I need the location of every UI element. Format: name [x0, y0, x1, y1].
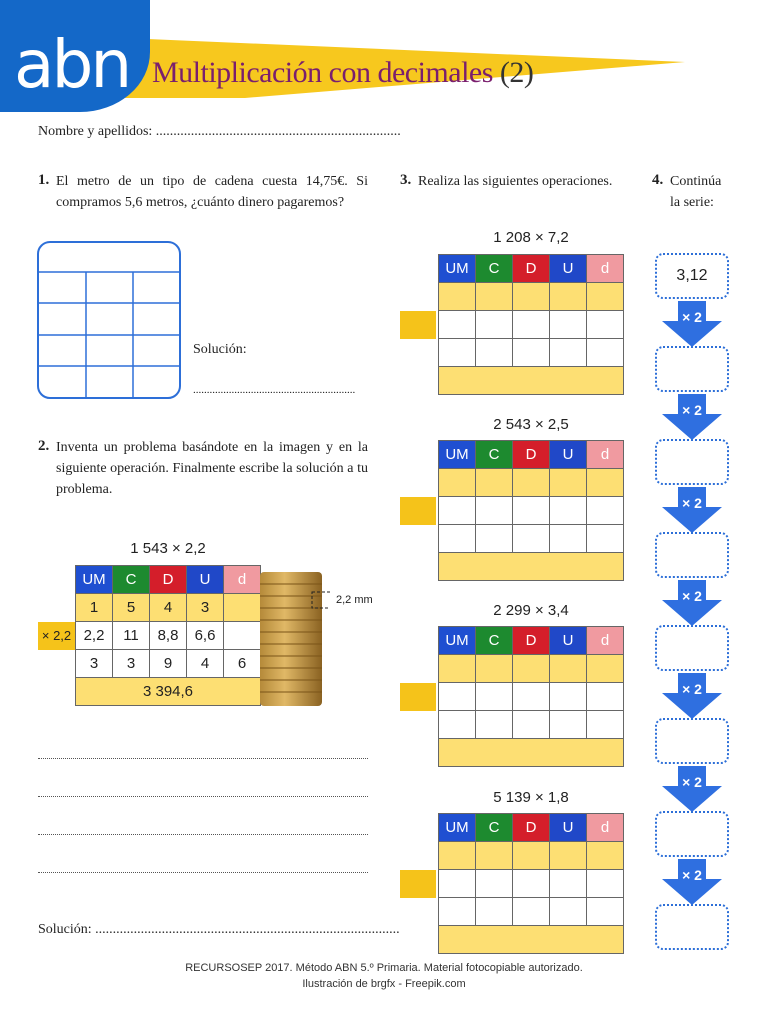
header-cell: d: [587, 627, 624, 655]
answer-cell[interactable]: [587, 339, 624, 367]
abn-logo: abn: [14, 26, 130, 103]
header-u: U: [187, 566, 224, 594]
header-cell: UM: [439, 814, 476, 842]
answer-cell[interactable]: [513, 870, 550, 898]
q2-operation: 1 543 × 2,2: [130, 540, 206, 557]
header-cell: C: [476, 814, 513, 842]
multiplier-cell[interactable]: [400, 870, 436, 898]
series-box-8[interactable]: [655, 904, 729, 950]
answer-cell[interactable]: [476, 655, 513, 683]
answer-line[interactable]: [38, 796, 368, 797]
answer-cell[interactable]: [439, 842, 476, 870]
q2-cell: 1: [76, 594, 113, 622]
answer-cell[interactable]: [587, 525, 624, 553]
answer-cell[interactable]: [587, 469, 624, 497]
header-cell: d: [587, 255, 624, 283]
series-box-3[interactable]: [655, 439, 729, 485]
q2-cell: 3: [187, 594, 224, 622]
q1-text: El metro de un tipo de cadena cuesta 14,75€. Si compramos 5,6 metros, ¿cuánto dinero pagaremos?: [56, 174, 368, 210]
q2-cell: 3: [113, 650, 150, 678]
answer-cell[interactable]: [439, 870, 476, 898]
header-cell: d: [587, 441, 624, 469]
q1-work-grid[interactable]: [36, 240, 182, 400]
q2-cell: 8,8: [150, 622, 187, 650]
header-cell: D: [513, 441, 550, 469]
series-step-label: × 2: [682, 588, 702, 604]
q2-abn-table: [75, 565, 261, 706]
q2-text: Inventa un problema basándote en la imagen y en la siguiente operación. Finalmente escribe la solución a tu problema.: [56, 440, 368, 497]
q3-text: Realiza las siguientes operaciones.: [418, 174, 613, 189]
answer-cell[interactable]: [587, 497, 624, 525]
series-box-6[interactable]: [655, 718, 729, 764]
q2-cell: 9: [150, 650, 187, 678]
series-box-1: 3,12: [655, 253, 729, 299]
answer-cell[interactable]: [439, 711, 476, 739]
header-cell: D: [513, 627, 550, 655]
answer-cell[interactable]: [513, 283, 550, 311]
q2-cell: 6,6: [187, 622, 224, 650]
q2-cell: [224, 594, 261, 622]
answer-cell[interactable]: [513, 525, 550, 553]
answer-cell[interactable]: [550, 311, 587, 339]
answer-cell[interactable]: [587, 311, 624, 339]
header-cell: UM: [439, 627, 476, 655]
answer-cell[interactable]: [513, 469, 550, 497]
answer-cell[interactable]: [513, 655, 550, 683]
answer-cell[interactable]: [476, 283, 513, 311]
header-cell: C: [476, 627, 513, 655]
answer-cell[interactable]: [513, 683, 550, 711]
series-box-5[interactable]: [655, 625, 729, 671]
q2-cell: 6: [224, 650, 261, 678]
answer-line[interactable]: [38, 834, 368, 835]
q3-operation-4: 5 139 × 1,8: [493, 789, 569, 806]
answer-cell[interactable]: [513, 339, 550, 367]
answer-line[interactable]: [38, 872, 368, 873]
answer-cell[interactable]: [439, 469, 476, 497]
page-title: Multiplicación con decimales (2): [152, 56, 534, 89]
series-step-label: × 2: [682, 681, 702, 697]
q2-number: 2.: [38, 438, 50, 454]
q2-cell: 5: [113, 594, 150, 622]
answer-cell[interactable]: [587, 842, 624, 870]
answer-cell[interactable]: [587, 870, 624, 898]
coin-stack-image: [260, 566, 330, 708]
series-box-4[interactable]: [655, 532, 729, 578]
answer-cell[interactable]: [439, 311, 476, 339]
q4-text-line2: la serie:: [670, 195, 714, 210]
answer-cell[interactable]: [550, 655, 587, 683]
answer-cell[interactable]: [439, 497, 476, 525]
result-cell[interactable]: [439, 367, 624, 395]
header-cell: U: [550, 441, 587, 469]
multiplier-cell[interactable]: [400, 497, 436, 525]
header-cell: D: [513, 255, 550, 283]
answer-cell[interactable]: [476, 311, 513, 339]
q1-solution-label: Solución:: [193, 342, 247, 357]
header-cell: U: [550, 627, 587, 655]
series-step-label: × 2: [682, 774, 702, 790]
answer-cell[interactable]: [476, 525, 513, 553]
series-step-label: × 2: [682, 309, 702, 325]
header-cell: UM: [439, 255, 476, 283]
coin-thickness-label: 2,2 mm: [336, 594, 373, 606]
q1-solution-line[interactable]: ...........................................................: [193, 384, 356, 396]
answer-cell[interactable]: [550, 339, 587, 367]
q2-cell: 4: [150, 594, 187, 622]
answer-cell[interactable]: [550, 497, 587, 525]
q4-number: 4.: [652, 172, 664, 188]
answer-cell[interactable]: [550, 842, 587, 870]
multiplier-cell[interactable]: [400, 311, 436, 339]
answer-cell[interactable]: [550, 525, 587, 553]
q4-text-line1: Continúa: [670, 174, 722, 189]
q3-number: 3.: [400, 172, 412, 188]
q2-multiplier: × 2,2: [38, 622, 75, 650]
header-cell: d: [587, 814, 624, 842]
answer-cell[interactable]: [439, 683, 476, 711]
q3-abn-table-4: [438, 813, 624, 954]
multiplier-cell[interactable]: [400, 683, 436, 711]
answer-cell[interactable]: [587, 898, 624, 926]
name-field[interactable]: Nombre y apellidos: ......................................................................: [38, 124, 401, 139]
answer-cell[interactable]: [476, 711, 513, 739]
answer-cell[interactable]: [513, 497, 550, 525]
answer-cell[interactable]: [550, 283, 587, 311]
series-box-7[interactable]: [655, 811, 729, 857]
answer-cell[interactable]: [439, 339, 476, 367]
q3-abn-table-2: [438, 440, 624, 581]
answer-cell[interactable]: [513, 711, 550, 739]
q3-operation-3: 2 299 × 3,4: [493, 602, 569, 619]
q1-number: 1.: [38, 172, 50, 188]
series-step-label: × 2: [682, 402, 702, 418]
header-decimal: d: [224, 566, 261, 594]
header-cell: C: [476, 255, 513, 283]
answer-cell[interactable]: [550, 711, 587, 739]
series-box-2[interactable]: [655, 346, 729, 392]
header-cell: UM: [439, 441, 476, 469]
q2-cell: 4: [187, 650, 224, 678]
q2-cell: 2,2: [76, 622, 113, 650]
answer-cell[interactable]: [476, 898, 513, 926]
answer-cell[interactable]: [476, 497, 513, 525]
answer-cell[interactable]: [587, 711, 624, 739]
answer-cell[interactable]: [550, 469, 587, 497]
answer-cell[interactable]: [550, 870, 587, 898]
answer-cell[interactable]: [587, 683, 624, 711]
q3-operation-1: 1 208 × 7,2: [493, 229, 569, 246]
answer-line[interactable]: [38, 758, 368, 759]
header-cell: C: [476, 441, 513, 469]
answer-cell[interactable]: [550, 683, 587, 711]
answer-cell[interactable]: [587, 655, 624, 683]
q3-abn-table-3: [438, 626, 624, 767]
result-cell[interactable]: [439, 926, 624, 954]
q3-operation-2: 2 543 × 2,5: [493, 416, 569, 433]
answer-cell[interactable]: [439, 898, 476, 926]
series-step-label: × 2: [682, 495, 702, 511]
answer-cell[interactable]: [476, 683, 513, 711]
answer-cell[interactable]: [550, 898, 587, 926]
answer-cell[interactable]: [439, 655, 476, 683]
answer-cell[interactable]: [513, 311, 550, 339]
answer-cell[interactable]: [476, 339, 513, 367]
footer-illustration-credit: Ilustración de brgfx - Freepik.com: [302, 978, 466, 990]
header-cell: D: [513, 814, 550, 842]
header-um: UM: [76, 566, 113, 594]
series-step-label: × 2: [682, 867, 702, 883]
header-cell: U: [550, 255, 587, 283]
q3-abn-table-1: [438, 254, 624, 395]
q2-result: 3 394,6: [76, 678, 261, 706]
q2-solution[interactable]: Solución: .......................................................................................: [38, 922, 400, 937]
header-d: D: [150, 566, 187, 594]
q2-cell: 11: [113, 622, 150, 650]
answer-cell[interactable]: [439, 525, 476, 553]
result-cell[interactable]: [439, 553, 624, 581]
q2-cell: [224, 622, 261, 650]
answer-cell[interactable]: [476, 870, 513, 898]
header-c: C: [113, 566, 150, 594]
answer-cell[interactable]: [513, 842, 550, 870]
answer-cell[interactable]: [513, 898, 550, 926]
q2-cell: 3: [76, 650, 113, 678]
result-cell[interactable]: [439, 739, 624, 767]
footer-credits: RECURSOSEP 2017. Método ABN 5.º Primaria. Material fotocopiable autorizado.: [185, 962, 583, 974]
answer-cell[interactable]: [587, 283, 624, 311]
answer-cell[interactable]: [439, 283, 476, 311]
answer-cell[interactable]: [476, 469, 513, 497]
answer-cell[interactable]: [476, 842, 513, 870]
header-cell: U: [550, 814, 587, 842]
